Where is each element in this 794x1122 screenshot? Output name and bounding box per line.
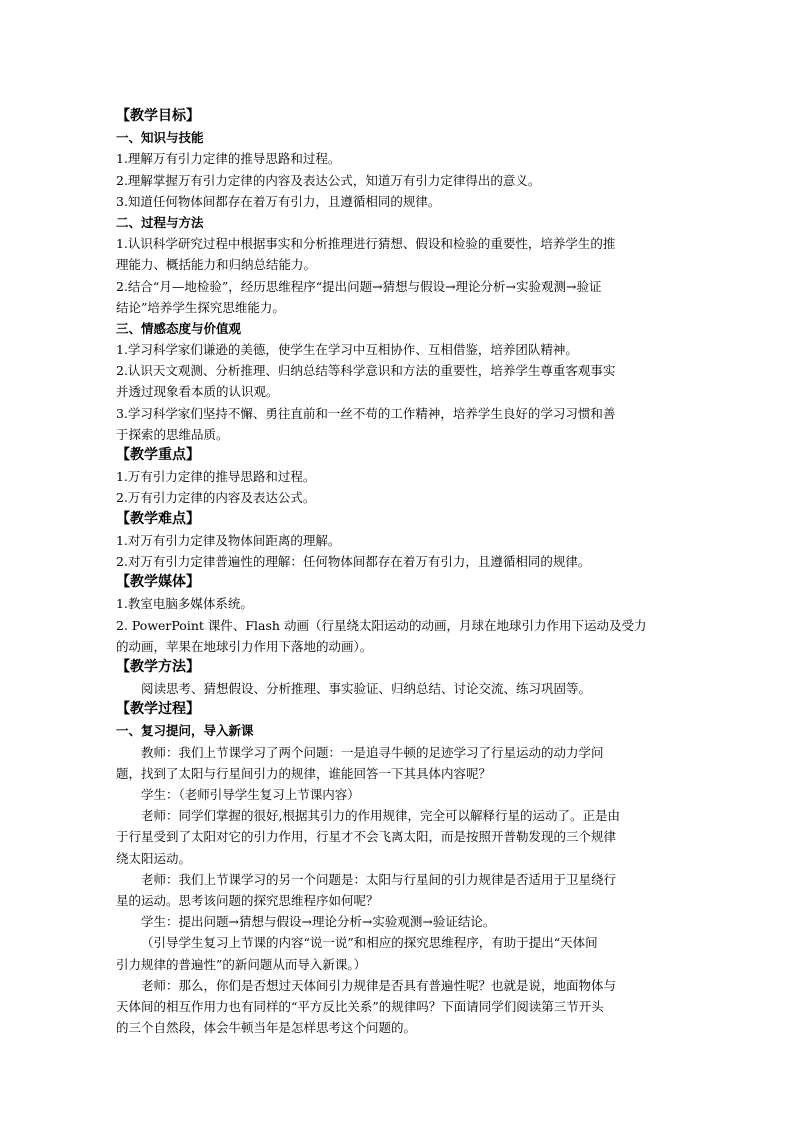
paragraph-line: 于探索的思维品质。	[116, 426, 229, 442]
paragraph-line: 3.知道任何物体间都存在着万有引力，且遵循相同的规律。	[116, 193, 441, 209]
paragraph-line: 1.万有引力定律的推导思路和过程。	[116, 469, 316, 485]
section-heading: 【教学难点】	[116, 510, 200, 527]
paragraph-line: 2.理解掌握万有引力定律的内容及表达公式，知道万有引力定律得出的意义。	[116, 172, 541, 188]
paragraph-line: 并透过现象看本质的认识观。	[116, 384, 279, 400]
paragraph-line: 的三个自然段，体会牛顿当年是怎样思考这个问题的。	[116, 1020, 417, 1036]
paragraph-line: 引力规律的普遍性”的新问题从而导入新课。）	[116, 956, 367, 972]
paragraph-line: 教师：我们上节课学习了两个问题：一是追寻牛顿的足迹学习了行星运动的动力学问	[141, 744, 604, 760]
paragraph-line: 1.对万有引力定律及物体间距离的理解。	[116, 532, 341, 548]
section-heading: 【教学目标】	[116, 108, 200, 124]
paragraph-line: 老师：同学们掌握的很好,根据其引力的作用规律，完全可以解释行星的运动了。正是由	[141, 808, 620, 824]
paragraph-line: 3.学习科学家们坚持不懈、勇往直前和一丝不苟的工作精神，培养学生良好的学习习惯和善	[116, 405, 616, 421]
paragraph-line: 学生：（老师引导学生复习上节课内容）	[141, 787, 360, 802]
section-heading: 【教学方法】	[116, 658, 200, 675]
paragraph-line: 星的运动。思考该问题的探究思维程序如何呢？	[116, 892, 379, 908]
paragraph-line: 2.万有引力定律的内容及表达公式。	[116, 490, 316, 506]
document-page	[116, 106, 686, 1038]
paragraph-line: 老师：那么，你们是否想过天体间引力规律是否具有普遍性呢？也就是说，地面物体与	[141, 977, 617, 993]
paragraph-line: 学生：提出问题→猜想与假设→理论分析→实验观测→验证结论。	[141, 914, 496, 930]
paragraph-line: 题，找到了太阳与行星间引力的规律，谁能回答一下其具体内容呢？	[116, 765, 492, 781]
paragraph-line: 2.认识天文观测、分析推理、归纳总结等科学意识和方法的重要性，培养学生尊重客观事实	[116, 363, 616, 379]
paragraph-line: 2. PowerPoint 课件、Flash 动画（行星绕太阳运动的动画，月球在地球引力作用下运动及受力	[116, 617, 647, 633]
paragraph-line: 绕太阳运动。	[116, 850, 192, 866]
paragraph-line: 结论”培养学生探究思维能力。	[116, 299, 285, 315]
paragraph-line: 阅读思考、猜想假设、分析推理、事实验证、归纳总结、讨论交流、练习巩固等。	[141, 681, 592, 697]
paragraph-line: 的动画，苹果在地球引力作用下落地的动画）。	[116, 638, 373, 654]
paragraph-line: 1.学习科学家们谦逊的美德，使学生在学习中互相协作、互相借鉴，培养团队精神。	[116, 342, 578, 358]
paragraph-line: 1.教室电脑多媒体系统。	[116, 596, 253, 612]
paragraph-line: 于行星受到了太阳对它的引力作用，行星才不会飞离太阳，而是按照开普勒发现的三个规律	[116, 829, 617, 845]
subsection-heading: 三、情感态度与价值观	[116, 320, 242, 336]
paragraph-line: 2.对万有引力定律普遍性的理解：任何物体间都存在着万有引力，且遵循相同的规律。	[116, 553, 591, 569]
subsection-heading: 二、过程与方法	[116, 214, 204, 230]
section-heading: 【教学过程】	[116, 701, 200, 718]
paragraph-line: 老师：我们上节课学习的另一个问题是：太阳与行星间的引力规律是否适用于卫星绕行	[141, 871, 617, 887]
paragraph-line: 理能力、概括能力和归纳总结能力。	[116, 257, 317, 273]
paragraph-line: 1.认识科学研究过程中根据事实和分析推理进行猜想、假设和检验的重要性，培养学生的推	[116, 236, 616, 252]
subsection-heading: 一、复习提问，导入新课	[116, 723, 254, 739]
paragraph-line: （引导学生复习上节课的内容“说一说”和相应的探究思维程序，有助于提出“天体间	[141, 935, 598, 951]
subsection-heading: 一、知识与技能	[116, 130, 204, 146]
section-heading: 【教学媒体】	[116, 574, 200, 591]
paragraph-line: 天体间的相互作用力也有同样的“平方反比关系”的规律吗？下面请同学们阅读第三节开头	[116, 998, 604, 1014]
section-heading: 【教学重点】	[116, 447, 200, 463]
paragraph-line: 1.理解万有引力定律的推导思路和过程。	[116, 151, 341, 167]
paragraph-line: 2.结合“月—地检验”，经历思维程序“提出问题→猜想与假设→理论分析→实验观测→验证	[116, 278, 602, 294]
